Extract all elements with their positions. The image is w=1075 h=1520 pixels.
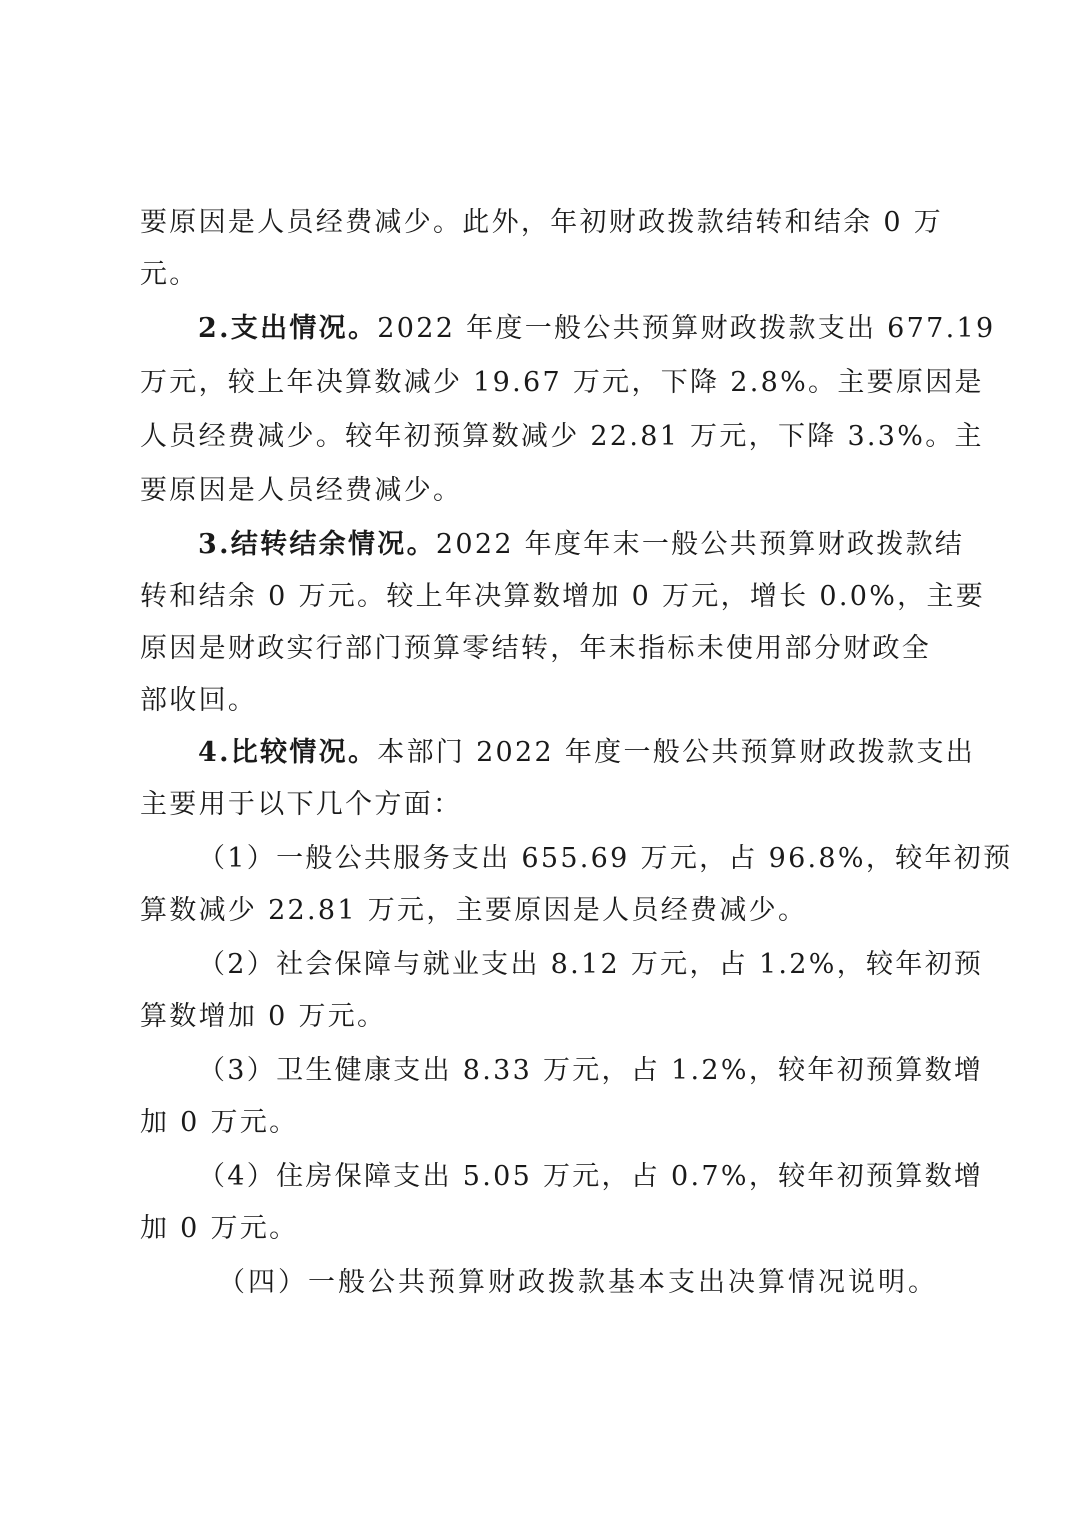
paragraph-label: 2.支出情况。 bbox=[198, 313, 378, 344]
list-item-line: （4）住房保障支出 5.05 万元，占 0.7%，较年初预算数增 bbox=[198, 1161, 984, 1192]
paragraph-label: 3.结转结余情况。 bbox=[198, 529, 436, 560]
section-heading: （四）一般公共预算财政拨款基本支出决算情况说明。 bbox=[218, 1267, 938, 1298]
paragraph-line: 要原因是人员经费减少。此外，年初财政拨款结转和结余 0 万 bbox=[140, 207, 944, 238]
paragraph-line: 万元，较上年决算数减少 19.67 万元，下降 2.8%。主要原因是 bbox=[140, 367, 984, 398]
list-item-line: 加 0 万元。 bbox=[140, 1107, 299, 1138]
list-item-line: 算数减少 22.81 万元，主要原因是人员经费减少。 bbox=[140, 895, 808, 926]
paragraph-comparison bbox=[198, 736, 998, 770]
paragraph-line: 元。 bbox=[140, 259, 199, 290]
paragraph-text: 2022 年度年末一般公共预算财政拨款结 bbox=[435, 529, 965, 560]
paragraph-line: 主要用于以下几个方面： bbox=[140, 789, 463, 820]
paragraph-label: 4.比较情况。 bbox=[198, 737, 378, 768]
paragraph-line: 人员经费减少。较年初预算数减少 22.81 万元，下降 3.3%。主 bbox=[140, 421, 984, 452]
paragraph-line: 部收回。 bbox=[140, 685, 258, 716]
list-item-line: （2）社会保障与就业支出 8.12 万元，占 1.2%，较年初预 bbox=[198, 949, 984, 980]
paragraph-line: 原因是财政实行部门预算零结转，年末指标未使用部分财政全 bbox=[140, 633, 932, 664]
list-item-line: （1）一般公共服务支出 655.69 万元，占 96.8%，较年初预 bbox=[198, 843, 1013, 874]
paragraph-line: 要原因是人员经费减少。 bbox=[140, 475, 463, 506]
list-item-line: 加 0 万元。 bbox=[140, 1213, 299, 1244]
list-item-line: 算数增加 0 万元。 bbox=[140, 1001, 387, 1032]
paragraph-text: 2022 年度一般公共预算财政拨款支出 677.19 bbox=[377, 313, 996, 344]
paragraph-line: 转和结余 0 万元。较上年决算数增加 0 万元，增长 0.0%，主要 bbox=[140, 581, 986, 612]
paragraph-carryover bbox=[198, 528, 998, 562]
paragraph-expenditure bbox=[198, 312, 998, 346]
paragraph-text: 本部门 2022 年度一般公共预算财政拨款支出 bbox=[377, 737, 976, 768]
list-item-line: （3）卫生健康支出 8.33 万元，占 1.2%，较年初预算数增 bbox=[198, 1055, 984, 1086]
